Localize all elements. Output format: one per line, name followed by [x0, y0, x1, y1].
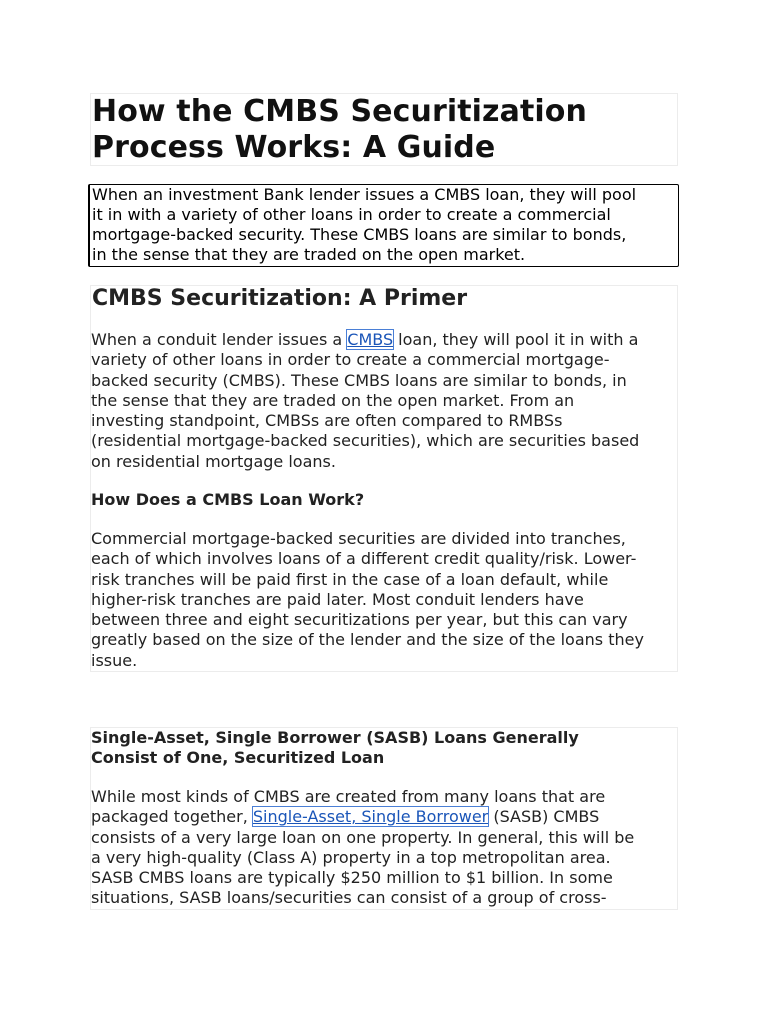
primer-paragraph-line — [91, 330, 639, 350]
primer-section — [90, 285, 678, 672]
sasb-heading-line: Single-Asset, Single Borrower (SASB) Loans Generally — [91, 728, 579, 747]
intro-summary-box — [88, 184, 679, 267]
cmbs-link[interactable]: CMBS — [347, 330, 394, 349]
primer-paragraph-line: investing standpoint, CMBSs are often compared to RMBSs — [91, 411, 563, 431]
sasb-paragraph-line: a very high-quality (Class A) property in a top metropolitan area. — [91, 847, 611, 867]
sasb-link[interactable]: Single-Asset, Single Borrower — [252, 807, 489, 827]
tranches-paragraph — [91, 529, 644, 671]
intro-line: mortgage-backed security. These CMBS loans are similar to bonds, — [92, 225, 627, 244]
sasb-paragraph-line: situations, SASB loans/securities can consist of a group of cross- — [91, 888, 607, 908]
tranches-paragraph-line: risk tranches will be paid first in the case of a loan default, while — [91, 569, 609, 589]
intro-line: it in with a variety of other loans in order to create a commercial — [92, 205, 611, 224]
sasb-section — [90, 727, 678, 910]
primer-paragraph-line: backed security (CMBS). These CMBS loans are similar to bonds, in — [91, 370, 627, 390]
primer-heading: CMBS Securitization: A Primer — [92, 286, 468, 311]
page-title — [92, 94, 677, 166]
primer-paragraph-line: the sense that they are traded on the open market. From an — [91, 390, 575, 410]
page-title-line-2: Process Works: A Guide — [92, 130, 496, 165]
primer-paragraph-line: variety of other loans in order to create a commercial mortgage- — [91, 350, 610, 370]
tranches-paragraph-line: issue. — [91, 650, 138, 670]
intro-line: When an investment Bank lender issues a CMBS loan, they will pool — [92, 185, 637, 204]
sasb-heading — [91, 728, 579, 768]
tranches-paragraph-line: higher-risk tranches are paid later. Most conduit lenders have — [91, 589, 584, 609]
sasb-paragraph-suffix: (SASB) CMBS — [488, 807, 600, 827]
how-cmbs-works-heading: How Does a CMBS Loan Work? — [91, 490, 365, 509]
primer-paragraph — [91, 330, 639, 472]
tranches-paragraph-line: each of which involves loans of a different credit quality/risk. Lower- — [91, 549, 637, 569]
sasb-paragraph-line: While most kinds of CMBS are created from many loans that are — [91, 787, 606, 806]
tranches-paragraph-line: Commercial mortgage-backed securities are divided into tranches, — [91, 529, 626, 548]
tranches-paragraph-line: greatly based on the size of the lender and the size of the loans they — [91, 630, 644, 650]
primer-paragraph-line: on residential mortgage loans. — [91, 451, 336, 471]
primer-paragraph-line: (residential mortgage-backed securities), which are securities based — [91, 431, 640, 451]
sasb-paragraph-line: SASB CMBS loans are typically $250 million to $1 billion. In some — [91, 868, 613, 888]
page-title-line-1: How the CMBS Securitization — [92, 94, 587, 129]
intro-line: in the sense that they are traded on the open market. — [92, 245, 526, 264]
sasb-heading-line: Consist of One, Securitized Loan — [91, 748, 385, 767]
sasb-paragraph-prefix: packaged together, — [91, 807, 253, 827]
sasb-paragraph-line: consists of a very large loan on one property. In general, this will be — [91, 827, 635, 847]
primer-paragraph-suffix: loan, they will pool it in with a — [393, 330, 639, 349]
tranches-paragraph-line: between three and eight securitizations per year, but this can vary — [91, 610, 628, 630]
sasb-paragraph-line — [91, 807, 634, 827]
title-box — [90, 93, 678, 166]
sasb-paragraph — [91, 787, 634, 909]
primer-paragraph-prefix: When a conduit lender issues a — [91, 330, 348, 349]
